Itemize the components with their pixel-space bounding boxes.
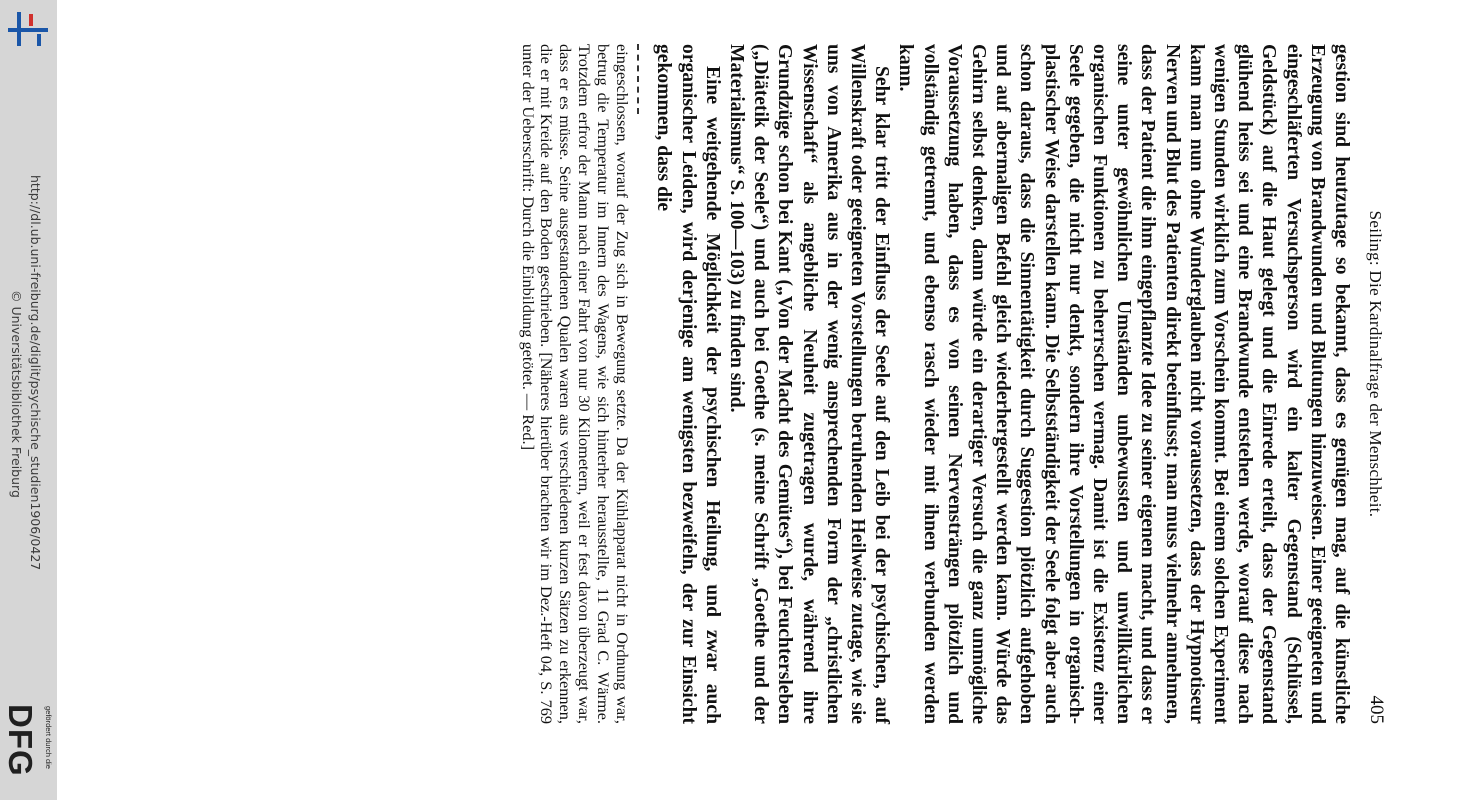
dfg-logo <box>0 700 57 800</box>
footnote: eingeschlossen, worauf der Zug sich in Bewegung setzte. Da der Kühlapparat nicht in Ordnung war, betrug die Temperatur im Innern des Wagens, wie sich hinterher herausstellte, 11 Grad C. Wärme. Trotzdem erfror der Mann nach einer Fahrt von nur 30 Kilometern, weil er fest davon überzeugt war, dass er es müsse. Seine ausgestandenen Qualen waren aus verschiedenen kurzen Sätzen zu erkennen, die er mit Kreide auf den Boden geschrieben. [Näheres hierüber brachten wir im Dez.-Heft 04, S. 769 unter der Ueberschrift: Durch die Einbildung getötet. — Red.] <box>518 44 633 724</box>
page-number: 405 <box>1366 695 1387 724</box>
body-paragraph: Sehr klar tritt der Einfluss der Seele auf den Leib bei der psychischen, auf Willenskraft oder geeigneten Vorstellungen beruhenden Heilweise zutage, wie sie uns von Amerika aus in der wenig ansprechenden Form der „christlichen Wissenschaft“ als angebliche Neuheit zugetragen wurde, während ihre Grundzüge schon bei Kant („Von der Macht des Gemütes“), bei Feuchtersleben („Diätetik der Seele“) und auch bei Goethe (s. meine Schrift „Goethe und der Materialismus“ S. 100—103) zu finden sind. <box>725 44 893 724</box>
library-logo-icon <box>6 8 50 50</box>
funding-caption: gefördert durch die <box>44 706 53 769</box>
copyright-notice: © Universitätsbibliothek Freiburg <box>9 290 24 498</box>
source-url[interactable]: http://dl.ub.uni-freiburg.de/diglit/psychische_studien1906/0427 <box>28 175 43 571</box>
running-title: Seiling: Die Kardinalfrage der Menschheit. <box>1366 210 1385 518</box>
viewer-sidebar <box>0 0 57 800</box>
body-paragraph: gestion sind heutzutage so bekannt, dass es genügen mag, auf die künstliche Erzeugung von Brandwunden und Blutungen hinzuweisen. Einer geeigneten und eingeschläferten Versuchsperson wird ein kalter Gegenstand (Schlüssel, Geldstück) auf die Haut gelegt und die Einrede erteilt, dass der Gegenstand glühend heiss sei und eine Brandwunde entstehen werde, worauf diese nach wenigen Stunden wirklich zum Vorschein kommt. Bei einem solchen Experiment kann man nun ohne Wunderglauben nicht voraussetzen, dass der Hypnotiseur Nerven und Blut des Patienten direkt beeinflusst; man muss vielmehr annehmen, dass der Patient die ihm eingepflanzte Idee zu seiner eigenen macht, und dass er seine unter gewöhnlichen Umständen unbewussten und unwillkürlichen organischen Funktionen zu beherrschen vermag. Damit ist die Existenz einer Seele gegeben, die nicht nur denkt, sondern ihre Vorstellungen in organisch-plastischer Weise darstellen kann. Die Selbstständigkeit der Seele folgt aber auch schon daraus, dass die Sinnentätigkeit durch Suggestion plötzlich aufgehoben und auf abermaligen Befehl gleich wiederhergestellt werden kann. Würde das Gehirn selbst denken, dann würde ein derartiger Versuch die ganz unmögliche Voraussetzung haben, dass es von seinen Nervensträngen plötzlich und vollständig getrennt, und ebenso rasch wieder mit ihnen verbunden werden kann. <box>895 44 1352 724</box>
dfg-logo-text: DFG <box>2 704 39 777</box>
running-head <box>1353 44 1387 724</box>
scanned-page <box>187 44 1387 724</box>
footnote-divider <box>637 44 639 114</box>
body-paragraph: Eine weitgehende Möglichkeit der psychischen Heilung, und zwar auch organischer Leiden, wird derjenige am wenigsten bezweifeln, der zur Einsicht gekommen, dass die <box>653 44 723 724</box>
